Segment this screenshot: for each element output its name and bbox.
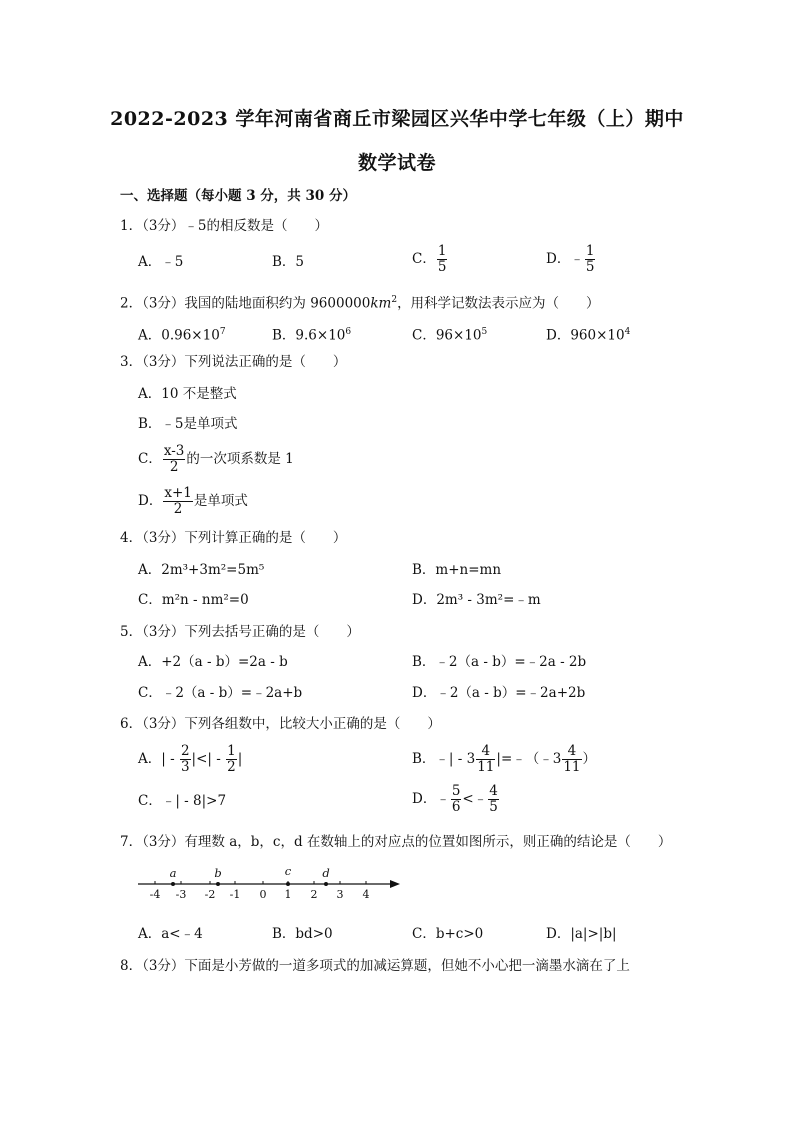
tick-label: -1 xyxy=(229,888,241,901)
point-a xyxy=(171,882,175,886)
q2-stem-part1: 2．（3分）我国的陆地面积约为 9600000 xyxy=(120,295,371,312)
question-7-stem: 7．（3分）有理数 a，b，c，d 在数轴上的对应点的位置如图所示，则正确的结论是（ ） xyxy=(120,834,672,850)
point-label-a: a xyxy=(169,866,177,880)
q1-option-d xyxy=(546,244,596,275)
fraction-numerator: 5 xyxy=(451,783,461,799)
q2-option-d-base: D．960×10 xyxy=(546,327,625,344)
fraction-denominator: 5 xyxy=(437,259,447,275)
question-4-stem: 4．（3分）下列计算正确的是（ ） xyxy=(120,530,347,546)
q6-option-c: C．﹣| - 8|>7 xyxy=(138,793,227,809)
q6-option-b xyxy=(412,744,596,775)
q6-d-part: D．﹣ xyxy=(412,791,450,807)
q3-option-d-suffix: 是单项式 xyxy=(193,493,248,509)
fraction-denominator: 6 xyxy=(451,799,461,815)
q2-option-b-exp: 6 xyxy=(345,327,352,337)
q1-option-a: A．﹣5 xyxy=(138,254,184,270)
q6-d-part: <﹣ xyxy=(462,791,488,807)
q3-option-c-suffix: 的一次项系数是 1 xyxy=(186,451,294,467)
point-b xyxy=(216,882,220,886)
q2-option-b-base: B．9.6×10 xyxy=(272,327,346,344)
q6-a-part: |<| - xyxy=(191,751,226,767)
q3-option-b: B．﹣5是单项式 xyxy=(138,416,238,432)
q6-option-d xyxy=(412,784,500,815)
q4-option-c: C．m²n - nm²=0 xyxy=(138,592,249,608)
fraction xyxy=(451,784,462,815)
tick-label: 2 xyxy=(310,888,318,901)
fraction xyxy=(180,744,191,775)
question-8-stem: 8．（3分）下面是小芳做的一道多项式的加减运算题，但她不小心把一滴墨水滴在了上 xyxy=(120,958,630,974)
q6-option-a xyxy=(138,744,242,775)
fraction-denominator: 5 xyxy=(489,799,498,815)
q4-option-d: D．2m³ - 3m²=﹣m xyxy=(412,592,541,608)
tick-label: 1 xyxy=(284,888,292,901)
q1-option-c xyxy=(412,244,448,275)
fraction-numerator: 4 xyxy=(489,783,498,799)
q6-a-part: A．| - xyxy=(138,751,179,767)
question-5-stem: 5．（3分）下列去括号正确的是（ ） xyxy=(120,624,360,640)
q7-option-a: A．a<﹣4 xyxy=(138,926,203,942)
q1-option-d-prefix: D．﹣ xyxy=(546,251,584,267)
fraction-numerator: 4 xyxy=(562,744,581,760)
q2-stem-part2: ，用科学记数法表示应为（ ） xyxy=(397,295,600,312)
q1-option-b: B．5 xyxy=(272,254,305,270)
fraction-numerator: x-3 xyxy=(163,443,185,459)
q5-option-c: C．﹣2（a - b）=﹣2a+b xyxy=(138,685,303,701)
q6-b-part: ） xyxy=(582,751,597,767)
fraction-denominator: 3 xyxy=(180,759,190,775)
q5-option-d: D．﹣2（a - b）=﹣2a+2b xyxy=(412,685,586,701)
q2-option-c-exp: 5 xyxy=(481,327,488,337)
q3-option-a: A．10 不是整式 xyxy=(138,386,237,402)
fraction-denominator: 2 xyxy=(227,759,236,775)
question-6-stem: 6．（3分）下列各组数中，比较大小正确的是（ ） xyxy=(120,716,441,732)
fraction-denominator: 2 xyxy=(169,459,179,475)
q2-option-a xyxy=(138,322,226,346)
q3-option-c xyxy=(138,444,294,475)
tick-label: 0 xyxy=(259,888,267,901)
point-label-b: b xyxy=(214,866,222,880)
fraction-denominator: 11 xyxy=(477,759,495,775)
fraction xyxy=(585,244,596,275)
q2-option-a-exp: 7 xyxy=(219,327,226,337)
q7-option-c: C．b+c>0 xyxy=(412,926,484,942)
fraction xyxy=(562,744,581,775)
q2-stem-unit: km xyxy=(370,295,392,312)
fraction-numerator: 4 xyxy=(476,744,495,760)
point-d xyxy=(324,882,328,886)
q6-b-part: B．﹣| - 3 xyxy=(412,751,476,767)
fraction xyxy=(226,744,237,775)
point-label-d: d xyxy=(322,866,330,880)
q5-option-a: A．+2（a - b）=2a - b xyxy=(138,654,288,670)
point-label-c: c xyxy=(284,864,292,878)
number-line-arrow xyxy=(390,880,400,888)
fraction-denominator: 5 xyxy=(585,259,595,275)
q2-option-b xyxy=(272,322,351,346)
q7-option-d: D．|a|>|b| xyxy=(546,926,617,942)
tick-label: 3 xyxy=(336,888,344,901)
fraction-denominator: 2 xyxy=(173,501,183,517)
point-c xyxy=(286,882,290,886)
fraction-numerator: 1 xyxy=(437,243,447,259)
q1-option-c-prefix: C． xyxy=(412,251,436,267)
fraction-numerator: 1 xyxy=(585,243,595,259)
section-heading: 一、选择题（每小题 3 分，共 30 分） xyxy=(120,188,356,204)
question-3-stem: 3．（3分）下列说法正确的是（ ） xyxy=(120,354,347,370)
fraction-numerator: 1 xyxy=(227,743,236,759)
question-1-stem: 1．（3分）﹣5的相反数是（ ） xyxy=(120,218,329,234)
page-title-line2: 数学试卷 xyxy=(357,152,436,174)
page-title-line1: 2022-2023 学年河南省商丘市梁园区兴华中学七年级（上）期中 xyxy=(110,108,684,130)
q4-option-a: A．2m³+3m²=5m⁵ xyxy=(138,562,265,578)
tick-label: -3 xyxy=(175,888,187,901)
question-2-stem xyxy=(120,290,600,314)
q6-b-part: |=﹣（﹣3 xyxy=(496,751,562,767)
q6-a-part: | xyxy=(237,751,243,767)
q5-option-b: B．﹣2（a - b）=﹣2a - 2b xyxy=(412,654,587,670)
number-line-points xyxy=(170,864,330,886)
fraction xyxy=(437,244,448,275)
q3-option-d-prefix: D． xyxy=(138,493,163,509)
tick-label: -2 xyxy=(204,888,216,901)
number-line-figure xyxy=(134,860,414,906)
fraction xyxy=(163,486,193,517)
q2-option-c xyxy=(412,322,487,346)
fraction-numerator: 2 xyxy=(180,743,190,759)
fraction-denominator: 11 xyxy=(563,759,581,775)
q3-option-d xyxy=(138,486,248,517)
tick-label: -4 xyxy=(149,888,161,901)
q4-option-b: B．m+n=mn xyxy=(412,562,502,578)
fraction xyxy=(163,444,186,475)
q2-option-c-base: C．96×10 xyxy=(412,327,482,344)
fraction xyxy=(488,784,499,815)
q3-option-c-prefix: C． xyxy=(138,451,162,467)
q2-option-d-exp: 4 xyxy=(624,327,631,337)
q2-stem-exponent: 2 xyxy=(391,295,398,305)
fraction xyxy=(476,744,495,775)
q7-option-b: B．bd>0 xyxy=(272,926,333,942)
q2-option-a-base: A．0.96×10 xyxy=(138,327,220,344)
q2-option-d xyxy=(546,322,630,346)
tick-label: 4 xyxy=(362,888,370,901)
fraction-numerator: x+1 xyxy=(164,485,192,501)
